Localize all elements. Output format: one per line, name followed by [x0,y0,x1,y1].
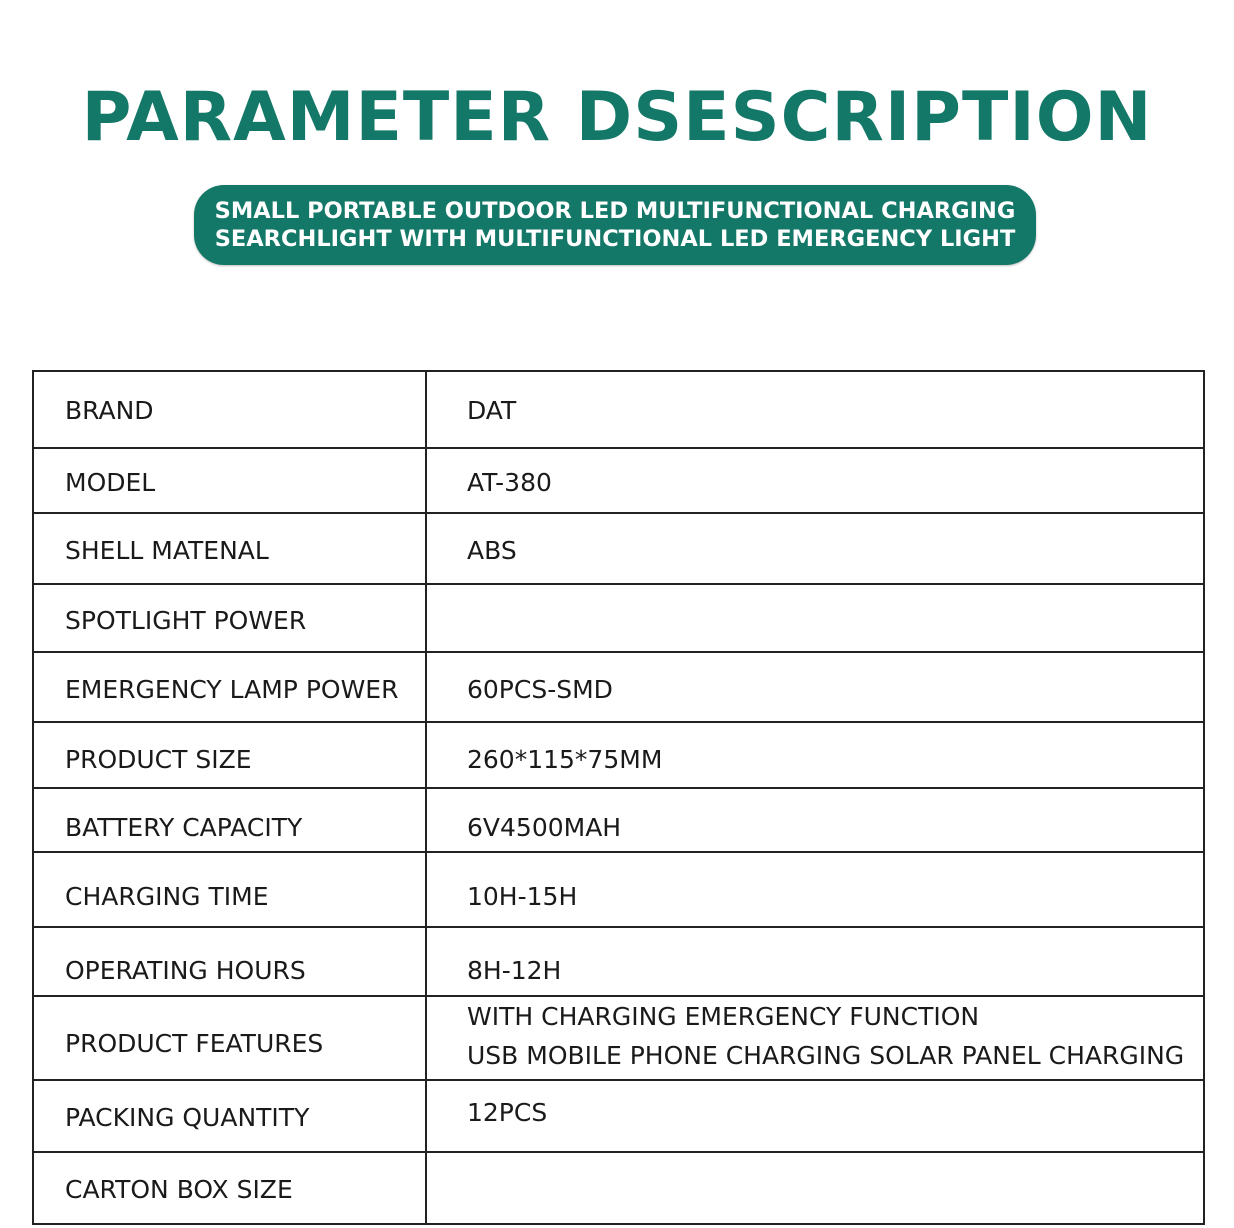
page-title: PARAMETER DSESCRIPTION [81,78,1153,157]
table-row [33,722,1204,788]
spec-label: CARTON BOX SIZE [33,1152,426,1224]
spec-label: PRODUCT SIZE [33,722,426,788]
spec-value-line-2: USB MOBILE PHONE CHARGING SOLAR PANEL CHARGING [467,1041,1185,1070]
product-subtitle-banner [194,185,1036,265]
table-row [33,448,1204,513]
spec-value: 12PCS [426,1080,1204,1152]
subtitle-line-2: SEARCHLIGHT WITH MULTIFUNCTIONAL LED EMERGENCY LIGHT [214,226,1016,252]
spec-label: SPOTLIGHT POWER [33,584,426,652]
spec-table [32,370,1205,1225]
spec-value: 10H-15H [426,852,1204,927]
spec-value: 60PCS-SMD [426,652,1204,722]
spec-value [426,996,1204,1080]
spec-value: 260*115*75MM [426,722,1204,788]
table-row [33,1152,1204,1224]
spec-label: PRODUCT FEATURES [33,996,426,1080]
table-row [33,852,1204,927]
spec-label: OPERATING HOURS [33,927,426,996]
spec-label: SHELL MATENAL [33,513,426,584]
table-row [33,996,1204,1080]
table-row [33,584,1204,652]
spec-label: MODEL [33,448,426,513]
spec-label: CHARGING TIME [33,852,426,927]
subtitle-line-1: SMALL PORTABLE OUTDOOR LED MULTIFUNCTIONAL CHARGING [214,198,1016,224]
table-row [33,652,1204,722]
table-row [33,513,1204,584]
spec-value [426,1152,1204,1224]
spec-value-line-1: WITH CHARGING EMERGENCY FUNCTION [467,1002,980,1031]
table-row [33,1080,1204,1152]
spec-value: ABS [426,513,1204,584]
spec-value [426,584,1204,652]
table-row [33,788,1204,852]
spec-value: AT-380 [426,448,1204,513]
spec-label: PACKING QUANTITY [33,1080,426,1152]
spec-value: DAT [426,371,1204,448]
spec-label: EMERGENCY LAMP POWER [33,652,426,722]
table-row [33,927,1204,996]
spec-value: 6V4500MAH [426,788,1204,852]
spec-label: BRAND [33,371,426,448]
table-row [33,371,1204,448]
spec-label: BATTERY CAPACITY [33,788,426,852]
spec-value: 8H-12H [426,927,1204,996]
